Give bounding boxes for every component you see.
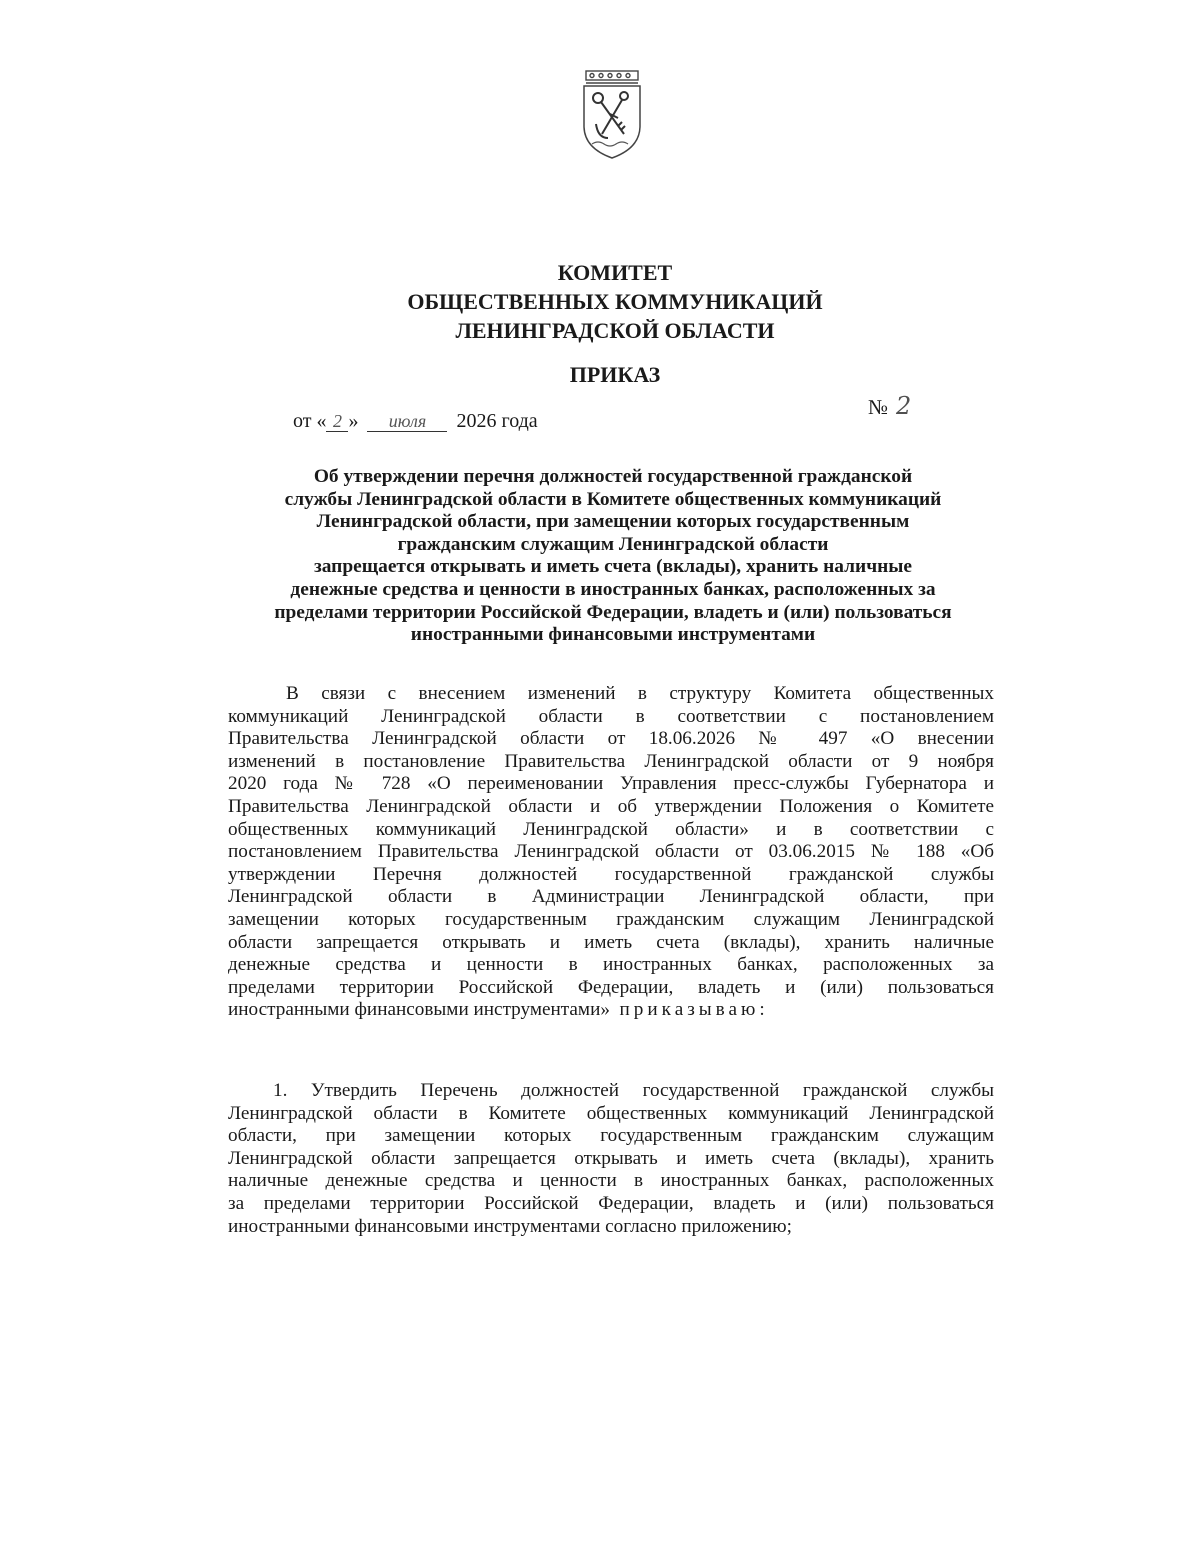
org-name-line-3: ЛЕНИНГРАДСКОЙ ОБЛАСТИ (455, 318, 775, 343)
waves-icon (592, 142, 628, 146)
preamble-line: В связи с внесением изменений в структуру Комитета общественных (286, 683, 994, 704)
coat-of-arms-emblem (578, 68, 646, 160)
subject-line: Ленинградской области, при замещении которых государственным (316, 511, 910, 533)
order-subject (228, 466, 998, 647)
subject-line: службы Ленинградской области в Комитете общественных коммуникаций (284, 488, 942, 510)
item-line: 1. Утвердить Перечень должностей государственной гражданской службы (273, 1080, 994, 1101)
date-suffix: 2026 года (456, 410, 538, 432)
subject-line: запрещается открывать и иметь счета (вклады), хранить наличные (313, 556, 913, 578)
item-line: за пределами территории Российской Федерации, владеть и (или) пользоваться (228, 1192, 994, 1214)
date-day: 2 (326, 411, 348, 432)
crown-icon (586, 71, 638, 83)
number-label: № (868, 395, 889, 419)
preamble-last-text: иностранными финансовыми инструментами» (228, 999, 610, 1021)
preamble-line: коммуникаций Ленинградской области в соответствии с постановлением (228, 705, 994, 727)
subject-line: иностранными финансовыми инструментами (410, 624, 816, 646)
date-mid: » (348, 410, 359, 432)
item-line: наличные денежные средства и ценности в иностранных банках, расположенных (228, 1170, 994, 1192)
subject-line: Об утверждении перечня должностей государственной гражданской (313, 466, 913, 487)
anchor-icon (596, 92, 628, 138)
preamble-last-line (228, 999, 994, 1022)
date-prefix: от « (293, 410, 327, 432)
order-item-1 (228, 1080, 994, 1238)
organization-header (0, 258, 1200, 345)
order-date (293, 410, 538, 433)
preamble-line: Ленинградской области в Администрации Ленинградской области, при (228, 886, 994, 908)
item-line: Ленинградской области в Комитете общественных коммуникаций Ленинградской (228, 1102, 994, 1124)
preamble-line: замещении которых государственным гражданским служащим Ленинградской (228, 908, 994, 930)
org-name-line-2: ОБЩЕСТВЕННЫХ КОММУНИКАЦИЙ (407, 289, 823, 314)
preamble-line: утверждении Перечня должностей государственной гражданской службы (228, 863, 994, 885)
org-name-line-1: КОМИТЕТ (557, 260, 673, 285)
preamble-line: пределами территории Российской Федерации, владеть и (или) пользоваться (228, 976, 994, 998)
preamble-line: изменений в постановление Правительства Ленинградской области от 9 ноября (228, 750, 994, 772)
item-line: Ленинградской области запрещается открывать и иметь счета (вклады), хранить (228, 1147, 994, 1169)
preamble-line: общественных коммуникаций Ленинградской области» и в соответствии с (228, 818, 994, 840)
preamble-line: денежные средства и ценности в иностранных банках, расположенных за (228, 954, 994, 976)
order-word: приказываю: (619, 999, 769, 1021)
item-line: иностранными финансовыми инструментами согласно приложению; (228, 1215, 792, 1237)
subject-line: пределами территории Российской Федерации, владеть и (или) пользоваться (274, 601, 952, 623)
preamble-line: Правительства Ленинградской области и об утверждении Положения о Комитете (228, 795, 994, 817)
preamble-line: области запрещается открывать и иметь счета (вклады), хранить наличные (228, 931, 994, 953)
preamble-line: Правительства Ленинградской области от 18.06.2026 № 497 «О внесении (228, 728, 994, 750)
preamble-line: 2020 года № 728 «О переименовании Управления пресс-службы Губернатора и (228, 773, 994, 795)
number-value: 2 (896, 392, 912, 420)
document-type-title: ПРИКАЗ (569, 362, 661, 387)
subject-line: денежные средства и ценности в иностранных банках, расположенных за (290, 578, 936, 600)
item-line: области, при замещении которых государственным гражданским служащим (228, 1125, 994, 1147)
order-number (868, 392, 911, 420)
preamble-paragraph (228, 683, 994, 1022)
preamble-line: постановлением Правительства Ленинградской области от 03.06.2015 № 188 «Об (228, 841, 994, 863)
date-month: июля (367, 411, 447, 432)
subject-line: гражданским служащим Ленинградской области (397, 533, 829, 555)
